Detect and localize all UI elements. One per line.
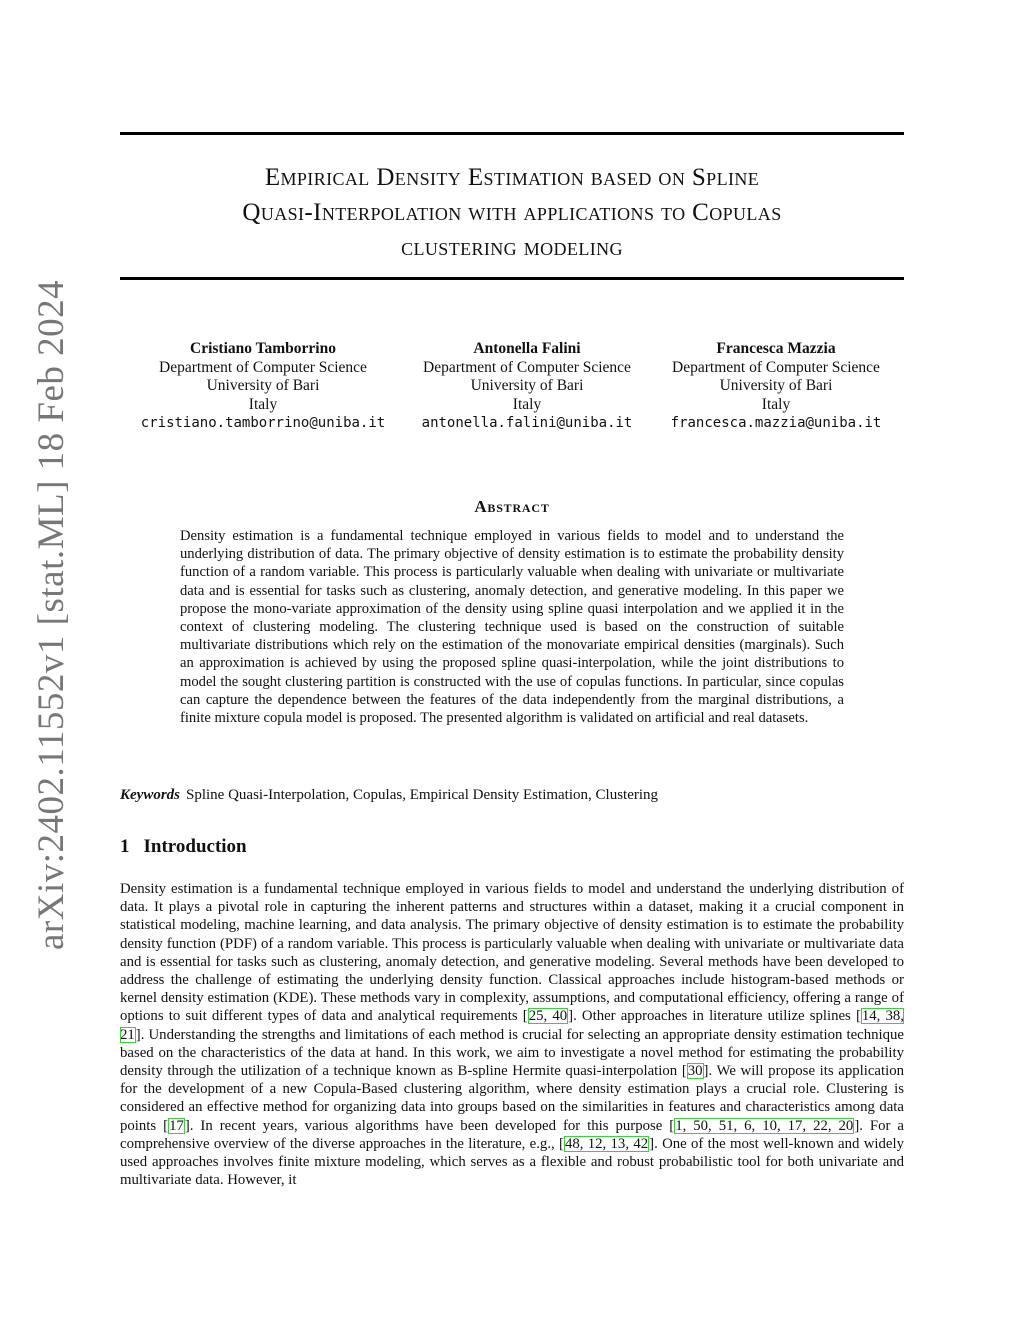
title-bottom-rule bbox=[120, 277, 904, 280]
title-line-3: clustering modeling bbox=[401, 234, 623, 261]
citation-link[interactable]: 1, 50, 51, 6, 10, 17, 22, 20 bbox=[675, 1117, 854, 1134]
introduction-paragraph bbox=[120, 880, 904, 1189]
title-line-1: Empirical Density Estimation based on Spline bbox=[264, 164, 760, 191]
author-name: Antonella Falini bbox=[473, 340, 581, 357]
intro-text: ]. Understanding the strengths and limitations of each method is crucial for selecting an appropriate density estimation technique based on the characteristics of the data at hand. In this work, we aim to investigate a novel method for estimating the probability density through the utilization of a technique known as B-spline Hermite quasi-interpolation [ bbox=[120, 1026, 904, 1080]
citation-link[interactable]: 17 bbox=[169, 1117, 184, 1134]
author-1 bbox=[120, 340, 406, 433]
intro-text: ]. In recent years, various algorithms have been developed for this purpose [ bbox=[184, 1117, 675, 1134]
author-email[interactable]: antonella.falini@uniba.it bbox=[421, 415, 633, 431]
author-name: Francesca Mazzia bbox=[716, 340, 836, 357]
section-title: Introduction bbox=[143, 836, 247, 857]
author-country: Italy bbox=[512, 395, 542, 413]
author-university: University of Bari bbox=[470, 377, 584, 394]
author-university: University of Bari bbox=[719, 377, 833, 394]
author-department: Department of Computer Science bbox=[423, 358, 631, 376]
author-2 bbox=[406, 340, 648, 433]
title-line-2: Quasi-Interpolation with applications to Copulas bbox=[242, 199, 782, 226]
intro-text: ]. We will propose its application for the development of a new Copula-Based clustering algorithm, where density estimation plays a crucial role. Clustering is considered an effective method for organizing data into groups based on the similarities in features and characteristics among data points [ bbox=[120, 1063, 904, 1134]
author-country: Italy bbox=[761, 395, 791, 413]
author-department: Department of Computer Science bbox=[672, 358, 880, 376]
intro-text: Density estimation is a fundamental technique employed in various fields to model and understand the underlying distribution of data. It plays a pivotal role in capturing the inherent patterns and structures within a dataset, making it a crucial component in statistical modeling, machine learning, and data analysis. The primary objective of density estimation is to estimate the probability density function (PDF) of a random variable. This process is particularly valuable when dealing with univariate or multivariate data and is essential for tasks such as clustering, anomaly detection, and generative modeling. Several methods have been developed to address the challenge of estimating the underlying density function. Classical approaches include histogram-based methods or kernel density estimation (KDE). These methods vary in complexity, assumptions, and computational efficiency, offering a range of options to suit different types of data and analytical requirements [ bbox=[120, 881, 904, 1025]
keywords-text: Spline Quasi-Interpolation, Copulas, Empirical Density Estimation, Clustering bbox=[186, 787, 659, 803]
citation-link[interactable]: 48, 12, 13, 42 bbox=[564, 1135, 649, 1152]
arxiv-identifier: arXiv:2402.11552v1 [stat.ML] 18 Feb 2024 bbox=[31, 279, 72, 950]
author-email[interactable]: francesca.mazzia@uniba.it bbox=[670, 415, 882, 431]
intro-text: ]. For a comprehensive overview of the diverse approaches in the literature, e.g., [ bbox=[120, 1117, 904, 1152]
citation-link[interactable]: 30 bbox=[687, 1063, 703, 1080]
author-department: Department of Computer Science bbox=[159, 358, 367, 376]
author-country: Italy bbox=[248, 395, 278, 413]
title-top-rule bbox=[120, 132, 904, 135]
author-name: Cristiano Tamborrino bbox=[190, 340, 336, 357]
author-university: University of Bari bbox=[206, 377, 320, 394]
intro-text: ]. One of the most well-known and widely used approaches involves finite mixture modeling, which serves as a flexible and robust probabilistic tool for both univariate and multivariate data. However, it bbox=[120, 1135, 904, 1189]
section-heading-introduction bbox=[120, 836, 247, 858]
keywords-line bbox=[120, 787, 904, 804]
citation-link[interactable]: 25, 40 bbox=[528, 1008, 568, 1025]
paper-title bbox=[120, 160, 904, 265]
section-number: 1 bbox=[120, 836, 130, 857]
abstract-heading: Abstract bbox=[474, 497, 550, 516]
author-3 bbox=[648, 340, 904, 433]
citation-link[interactable]: 14, 38, 21 bbox=[120, 1008, 904, 1043]
author-email[interactable]: cristiano.tamborrino@uniba.it bbox=[140, 415, 386, 431]
intro-text: ]. Other approaches in literature utilize splines [ bbox=[568, 1008, 861, 1025]
keywords-label: Keywords bbox=[120, 787, 180, 803]
abstract-text: Density estimation is a fundamental technique employed in various fields to model and to understand the underlying distribution of data. The primary objective of density estimation is to estimate the probability density function of a random variable. This process is particularly valuable when dealing with univariate or multivariate data and is essential for tasks such as clustering, anomaly detection, and generative modeling. In this paper we propose the mono-variate approximation of the density using spline quasi interpolation and we applied it in the context of clustering modeling. The clustering technique used is based on the construction of suitable multivariate distributions which rely on the estimation of the monovariate empirical densities (marginals). Such an approximation is achieved by using the proposed spline quasi-interpolation, while the joint distributions to model the sought clustering partition is constructed with the use of copulas functions. In particular, since copulas can capture the dependence between the features of the data independently from the marginal distributions, a finite mixture copula model is proposed. The presented algorithm is validated on artificial and real datasets. bbox=[180, 528, 844, 727]
